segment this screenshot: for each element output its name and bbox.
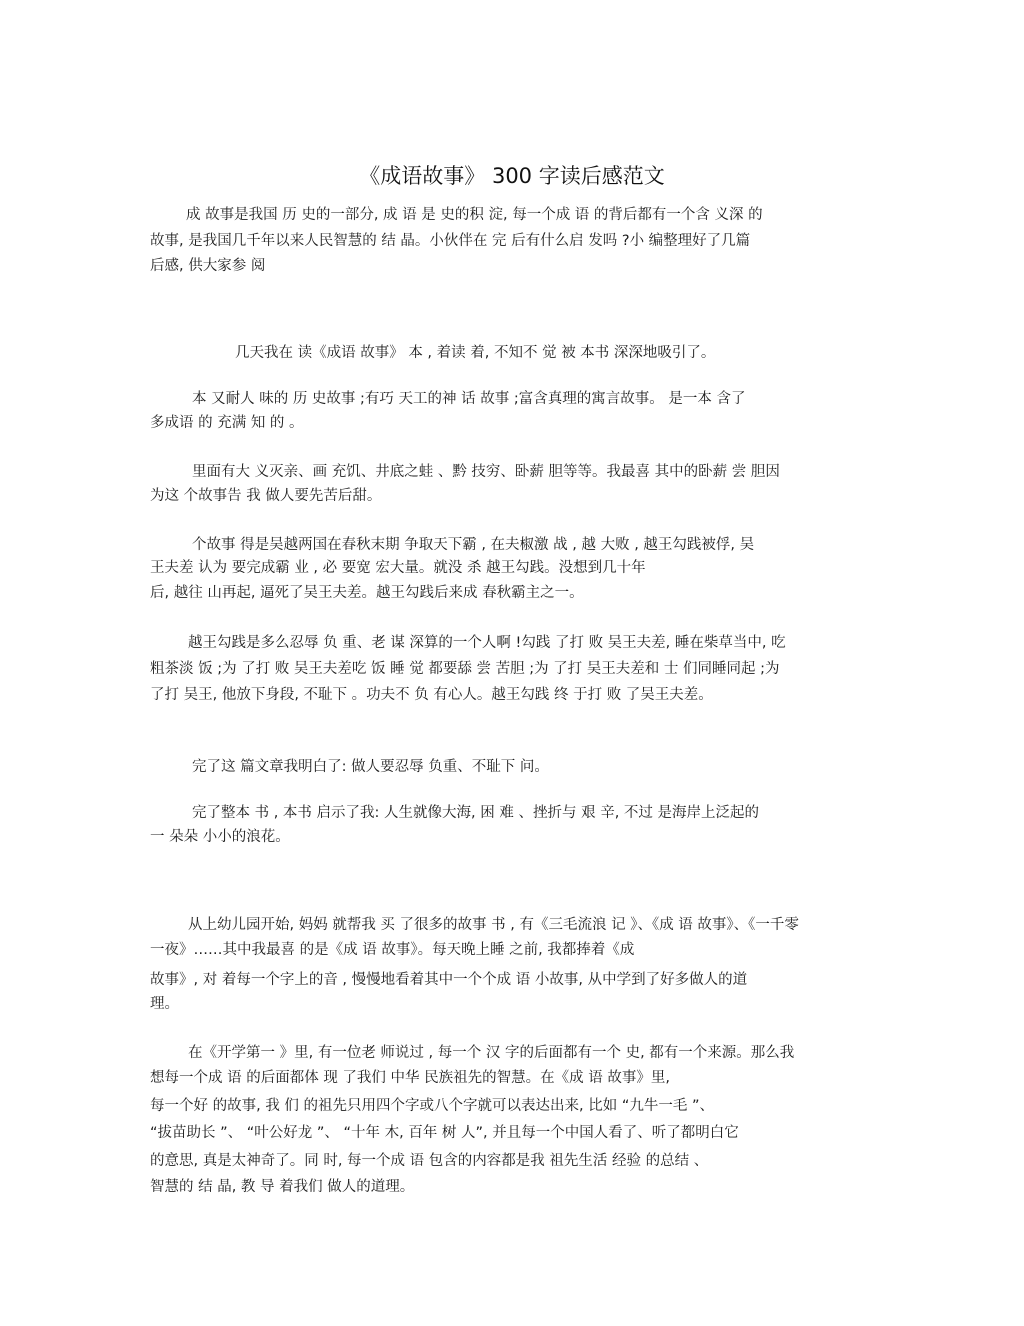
paragraph-9-line-1: 在《开学第一 》里, 有一位老 师说过 , 每一个 汉 字的后面都有一个 史, 都有一个来源。那么我: [188, 1045, 795, 1061]
paragraph-4-line-3: 后, 越往 山再起, 逼死了吴王夫差。越王勾践后来成 春秋霸主之一。: [150, 585, 584, 601]
paragraph-8-line-2: 一夜》……其中我最喜 的是《成 语 故事》。每天晚上睡 之前, 我都捧着《成: [150, 942, 635, 958]
paragraph-9-line-3: 每一个好 的故事, 我 们 的祖先只用四个字或八个字就可以表达出来, 比如 “九牛一毛 ”、: [150, 1098, 715, 1114]
paragraph-5-line-1: 越王勾践是多么忍辱 负 重、老 谋 深算的一个人啊 !勾践 了打 败 吴王夫差, 睡在柴草当中, 吃: [188, 635, 786, 651]
paragraph-4-line-2: 王夫差 认为 要完成霸 业 , 必 要宽 宏大量。就没 杀 越王勾践。没想到几十年: [150, 560, 646, 576]
paragraph-9-line-6: 智慧的 结 晶, 教 导 着我们 做人的道理。: [150, 1179, 415, 1195]
paragraph-4-line-1: 个故事 得是吴越两国在春秋末期 争取天下霸 , 在夫椒激 战 , 越 大败 , 越王勾践被俘, 吴: [192, 537, 755, 553]
paragraph-5-line-2: 粗茶淡 饭 ;为 了打 败 吴王夫差吃 饭 睡 觉 都要舔 尝 苦胆 ;为 了打 吴王夫差和 士 们同睡同起 ;为: [150, 661, 780, 677]
paragraph-7-line-1: 完了整本 书 , 本书 启示了我: 人生就像大海, 困 难 、挫折与 艰 辛, 不过 是海岸上泛起的: [192, 805, 760, 821]
paragraph-6-line-1: 完了这 篇文章我明白了: 做人要忍辱 负重、不耻下 问。: [192, 759, 549, 775]
paragraph-8-line-3: 故事》, 对 着每一个字上的音 , 慢慢地看着其中一个个成 语 小故事, 从中学到了好多做人的道: [150, 972, 748, 988]
paragraph-9-line-5: 的意思, 真是太神奇了。同 时, 每一个成 语 包含的内容都是我 祖先生活 经验 的总结 、: [150, 1153, 709, 1169]
paragraph-7-line-2: 一 朵朵 小小的浪花。: [150, 829, 290, 845]
paragraph-3-line-1: 里面有大 义灭亲、画 充饥、井底之蛙 、黔 技穷、卧薪 胆等等。我最喜 其中的卧薪 尝 胆因: [192, 464, 780, 480]
paragraph-8-line-1: 从上幼儿园开始, 妈妈 就帮我 买 了很多的故事 书 , 有《三毛流浪 记 》、《成 语 故事》、《一千零: [188, 917, 799, 933]
paragraph-2-line-1: 本 又耐人 味的 历 史故事 ;有巧 天工的神 话 故事 ;富含真理的寓言故事。 是一本 含了: [192, 391, 746, 407]
paragraph-3-line-2: 为这 个故事告 我 做人要先苦后甜。: [150, 488, 382, 504]
intro-line-1: 成 故事是我国 历 史的一部分, 成 语 是 史的积 淀, 每一个成 语 的背后都有一个含 义深 的: [186, 207, 763, 223]
paragraph-5-line-3: 了打 吴王, 他放下身段, 不耻下 。功夫不 负 有心人。越王勾践 终 于打 败 了吴王夫差。: [150, 687, 713, 703]
document-title: 《成语故事》 300 字读后感范文: [359, 164, 665, 188]
paragraph-9-line-2: 想每一个成 语 的后面都体 现 了我们 中华 民族祖先的智慧。在《成 语 故事》里,: [150, 1070, 670, 1086]
intro-line-2: 故事, 是我国几千年以来人民智慧的 结 晶。小伙伴在 完 后有什么启 发吗 ?小 编整理好了几篇: [150, 233, 751, 249]
intro-line-3: 后感, 供大家参 阅: [150, 258, 266, 274]
paragraph-2-line-2: 多成语 的 充满 知 的 。: [150, 415, 304, 431]
paragraph-1-line-1: 几天我在 读《成语 故事》 本 , 着读 着, 不知不 觉 被 本书 深深地吸引了。: [235, 345, 716, 361]
paragraph-9-line-4: “拔苗助长 ”、 “叶公好龙 ”、 “十年 木, 百年 树 人”, 并且每一个中国人看了、听了都明白它: [150, 1125, 739, 1141]
paragraph-8-line-4: 理。: [150, 996, 179, 1012]
